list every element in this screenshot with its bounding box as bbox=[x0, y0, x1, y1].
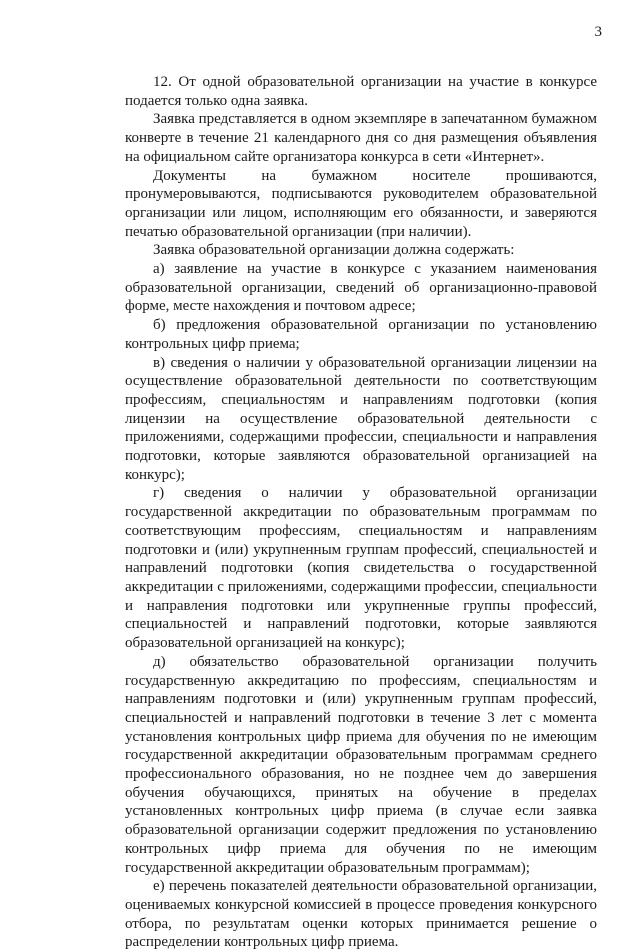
paragraph-item-12: 12. От одной образовательной организации на участие в конкурсе подается только одна заявка. bbox=[125, 74, 597, 109]
document-body bbox=[125, 73, 597, 952]
paragraph-submission: Заявка представляется в одном экземпляре в запечатанном бумажном конверте в течение 21 календарного дня со дня размещения объявления на официальном сайте организатора конкурса в сети «Интернет». bbox=[125, 111, 597, 165]
paragraph-subitem-d: д) обязательство образовательной организации получить государственную аккредитацию по профессиям, специальностям и направлениям подготовки и (или) укрупненным группам профессий, специальностей и направлений подготовки в течение 3 лет с момента установления контрольных цифр приема для обучения по не имеющим государственной аккредитации образовательным программам среднего профессионального образования, но не позднее чем до завершения обучения обучающихся, принятых на обучение в пределах установленных контрольных цифр приема (в случае если заявка образовательной организации содержит предложения по установлению контрольных цифр приема для обучения по не имеющим государственной аккредитации образовательным программам); bbox=[125, 653, 597, 876]
paragraph-subitem-g: г) сведения о наличии у образовательной организации государственной аккредитации по образовательным программам по соответствующим профессиям, специальностям и направлениям подготовки и (или) укрупненным группам профессий, специальностей и направлений подготовки (копия свидетельства о государственной аккредитации с приложениями, содержащими профессии, специальности и направления подготовки или укрупненные группы профессий, специальностей и направлений подготовки, которые заявляются образовательной организацией на конкурс); bbox=[125, 485, 597, 652]
page-number: 3 bbox=[594, 24, 602, 40]
paragraph-subitem-e: е) перечень показателей деятельности образовательной организации, оцениваемых конкурсной комиссией в процессе проведения конкурсного отбора, по результатам оценки которых принимается решение о распределении контрольных цифр приема. bbox=[125, 878, 597, 951]
paragraph-subitem-v: в) сведения о наличии у образовательной организации лицензии на осуществление образовательной деятельности по соответствующим профессиям, специальностям и направлениям подготовки (копия лицензии на осуществление образовательной деятельности с приложениями, содержащими профессии, специальности и направления подготовки, которые заявляются образовательной организацией на конкурс); bbox=[125, 354, 597, 483]
paragraph-documents: Документы на бумажном носителе прошиваются, пронумеровываются, подписываются руководителем образовательной организации или лицом, исполняющим его обязанности, и заверяются печатью образовательной организации (при наличии). bbox=[125, 167, 597, 240]
paragraph-subitem-b: б) предложения образовательной организации по установлению контрольных цифр приема; bbox=[125, 317, 597, 352]
paragraph-contents-intro: Заявка образовательной организации должна содержать: bbox=[153, 242, 515, 259]
paragraph-subitem-a: а) заявление на участие в конкурсе с указанием наименования образовательной организации, сведений об организационно-правовой форме, месте нахождения и почтовом адресе; bbox=[125, 261, 597, 315]
